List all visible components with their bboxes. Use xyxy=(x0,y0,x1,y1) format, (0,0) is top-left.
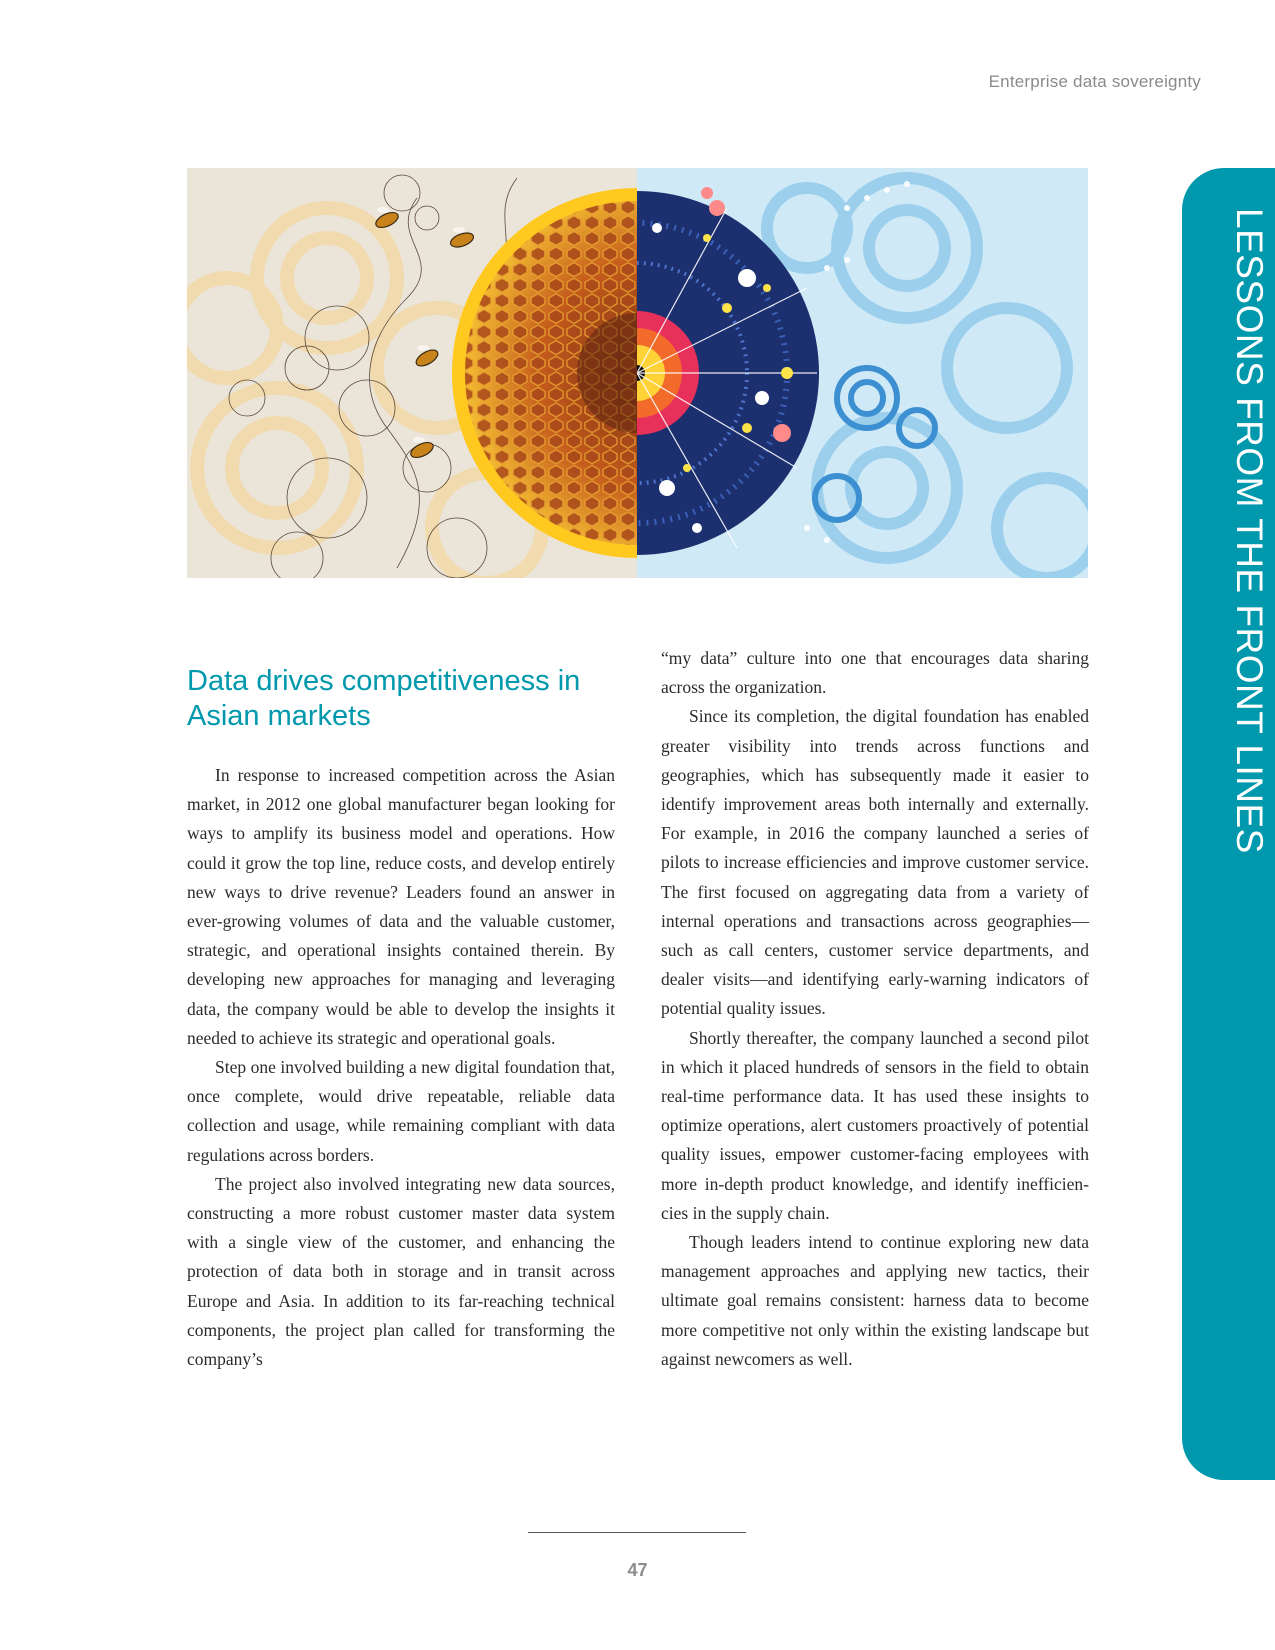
paragraph: “my data” culture into one that encourages data sharing across the organization. xyxy=(661,648,1089,698)
page-number: 47 xyxy=(627,1560,648,1580)
paragraph: Though leaders intend to continue exploring new data management approaches and applying new tactics, their ultimate goal remains consistent: harness data to become more competitive not only within the existing landscape but against newcomers as well. xyxy=(661,1232,1089,1369)
article-title: Data drives competitiveness in Asian markets xyxy=(187,665,581,732)
running-header: Enterprise data sovereignty xyxy=(988,72,1201,91)
paragraph: The project also involved integrating new data sources, constructing a more robust customer master data system with a single view of the customer, and enhancing the protection of data both in storage and in transit across Europe and Asia. In addition to its far-reaching technical components, the project plan called for transforming the company’s xyxy=(187,1173,615,1370)
hero-illustration xyxy=(187,168,1088,578)
honeycomb-data-illustration xyxy=(187,168,1088,578)
right-column xyxy=(661,644,1089,1374)
footer-divider xyxy=(528,1532,746,1533)
paragraph: Shortly thereafter, the company launched a second pilot in which it placed hundreds of sensors in the field to obtain real-time performance data. It has used these insights to optimize operations, alert customers proactively of potential quality issues, empower customer-facing employees with more in-depth product knowledge, and identify inefficiencies in the supply chain. xyxy=(661,1027,1089,1223)
paragraph: Since its completion, the digital foundation has enabled greater visibility into trends across functions and geographies, which has subsequently made it easier to identify improvement areas both internally and externally. For example, in 2016 the company launched a series of pilots to increase efficiencies and improve customer service. The first focused on aggregating data from a variety of internal operations and transactions across geographies—such as call centers, customer service departments, and dealer visits—and identifying early-warning indicators of potential quality issues. xyxy=(661,706,1089,1019)
side-tab-label: LESSONS FROM THE FRONT LINES xyxy=(1229,208,1270,854)
left-column xyxy=(187,761,615,1374)
paragraph: Step one involved building a new digital foundation that, once complete, would drive repeatable, reliable data collection and usage, while remaining compliant with data regulations across borders. xyxy=(187,1057,615,1165)
paragraph: In response to increased competition across the Asian market, in 2012 one global manufacturer began looking for ways to amplify its business model and operations. How could it grow the top line, reduce costs, and develop entirely new ways to drive revenue? Leaders found an answer in ever-growing volumes of data and the valuable customer, strategic, and operational insights contained therein. By developing new approaches for managing and leveraging data, the company would be able to develop the insights it needed to achieve its strategic and operational goals. xyxy=(187,765,615,1048)
